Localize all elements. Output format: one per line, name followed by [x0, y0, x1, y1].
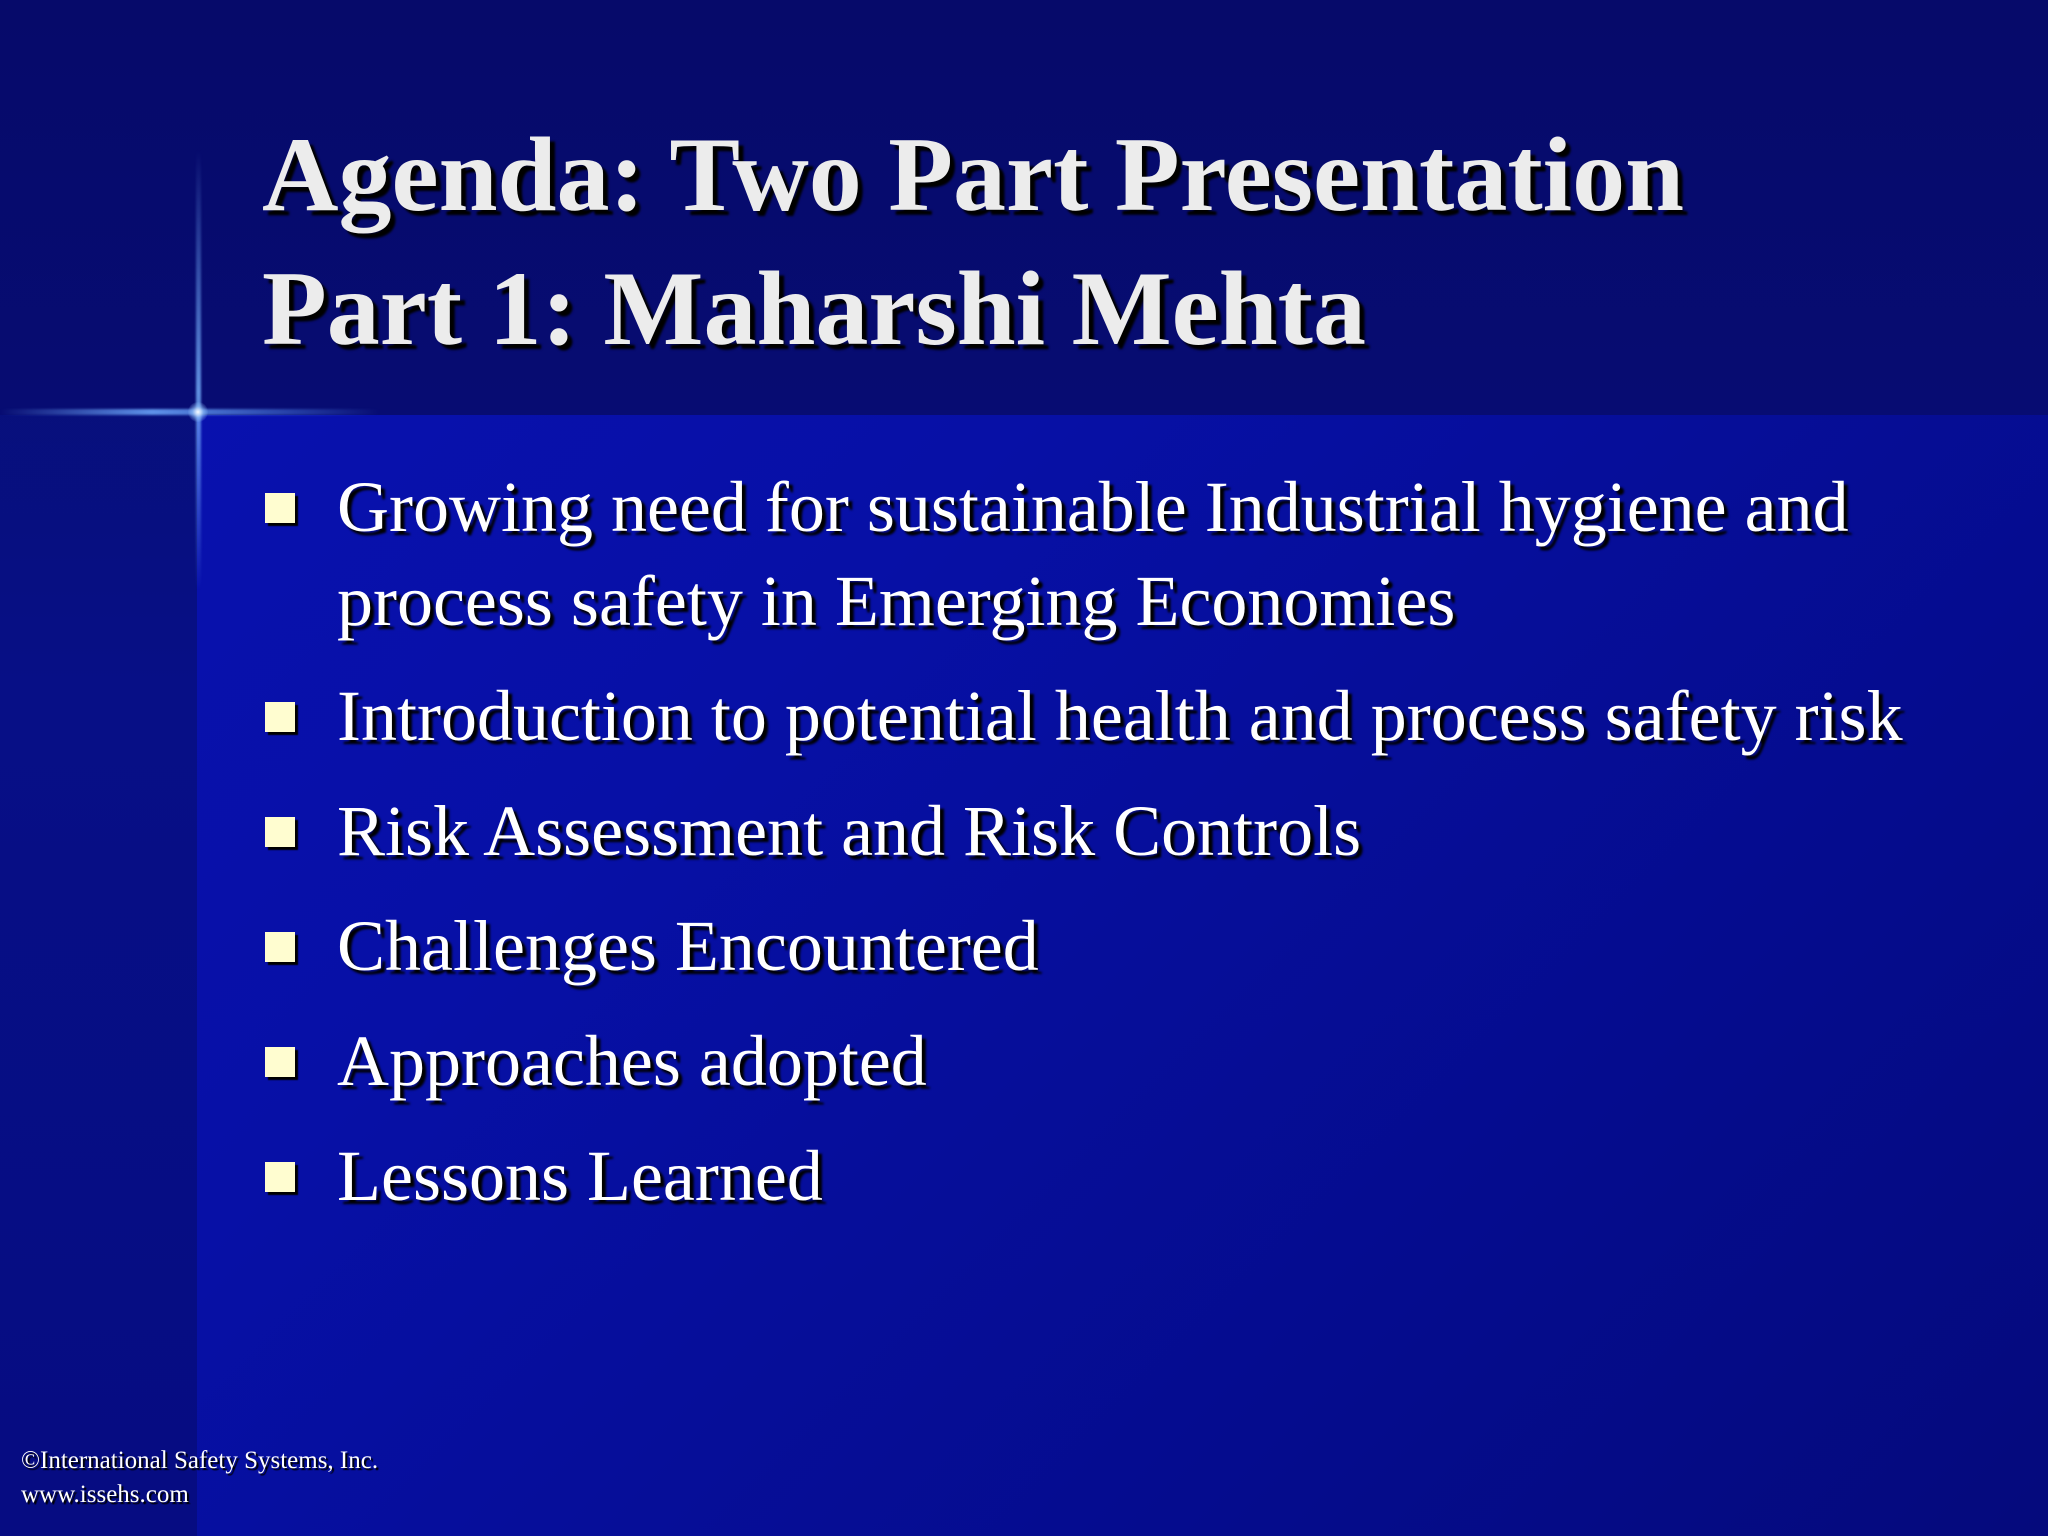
square-bullet-icon [265, 702, 295, 732]
square-bullet-icon [265, 1047, 295, 1077]
agenda-bullet-text: Growing need for sustainable Industrial hygiene and process safety in Emerging Economies [337, 467, 1849, 641]
agenda-bullet-item [262, 784, 2022, 878]
agenda-bullet-item [262, 460, 2022, 648]
footer-website-link[interactable]: www.issehs.com [21, 1481, 189, 1508]
agenda-bullet-text: Approaches adopted [337, 1021, 927, 1101]
agenda-bullet-item [262, 899, 2022, 993]
square-bullet-icon [265, 1162, 295, 1192]
slide-title-line-2: Part 1: Maharshi Mehta [262, 250, 1366, 367]
footer-copyright: ©International Safety Systems, Inc. [21, 1447, 379, 1474]
square-bullet-icon [265, 932, 295, 962]
agenda-bullet-text: Challenges Encountered [337, 906, 1039, 986]
slide-title-line-1: Agenda: Two Part Presentation [262, 116, 1685, 233]
agenda-bullet-text: Introduction to potential health and process safety risk [337, 676, 1903, 756]
square-bullet-icon [265, 493, 295, 523]
agenda-bullet-text: Lessons Learned [337, 1136, 823, 1216]
slide-title [262, 108, 1982, 376]
agenda-bullet-text: Risk Assessment and Risk Controls [337, 791, 1362, 871]
slide-footer [21, 1444, 378, 1512]
agenda-bullet-item [262, 1129, 2022, 1223]
light-flare-icon [188, 402, 208, 422]
agenda-bullet-item [262, 669, 2022, 763]
light-flare-vertical [196, 150, 201, 590]
agenda-bullet-list [262, 460, 2022, 1244]
square-bullet-icon [265, 817, 295, 847]
agenda-bullet-item [262, 1014, 2022, 1108]
